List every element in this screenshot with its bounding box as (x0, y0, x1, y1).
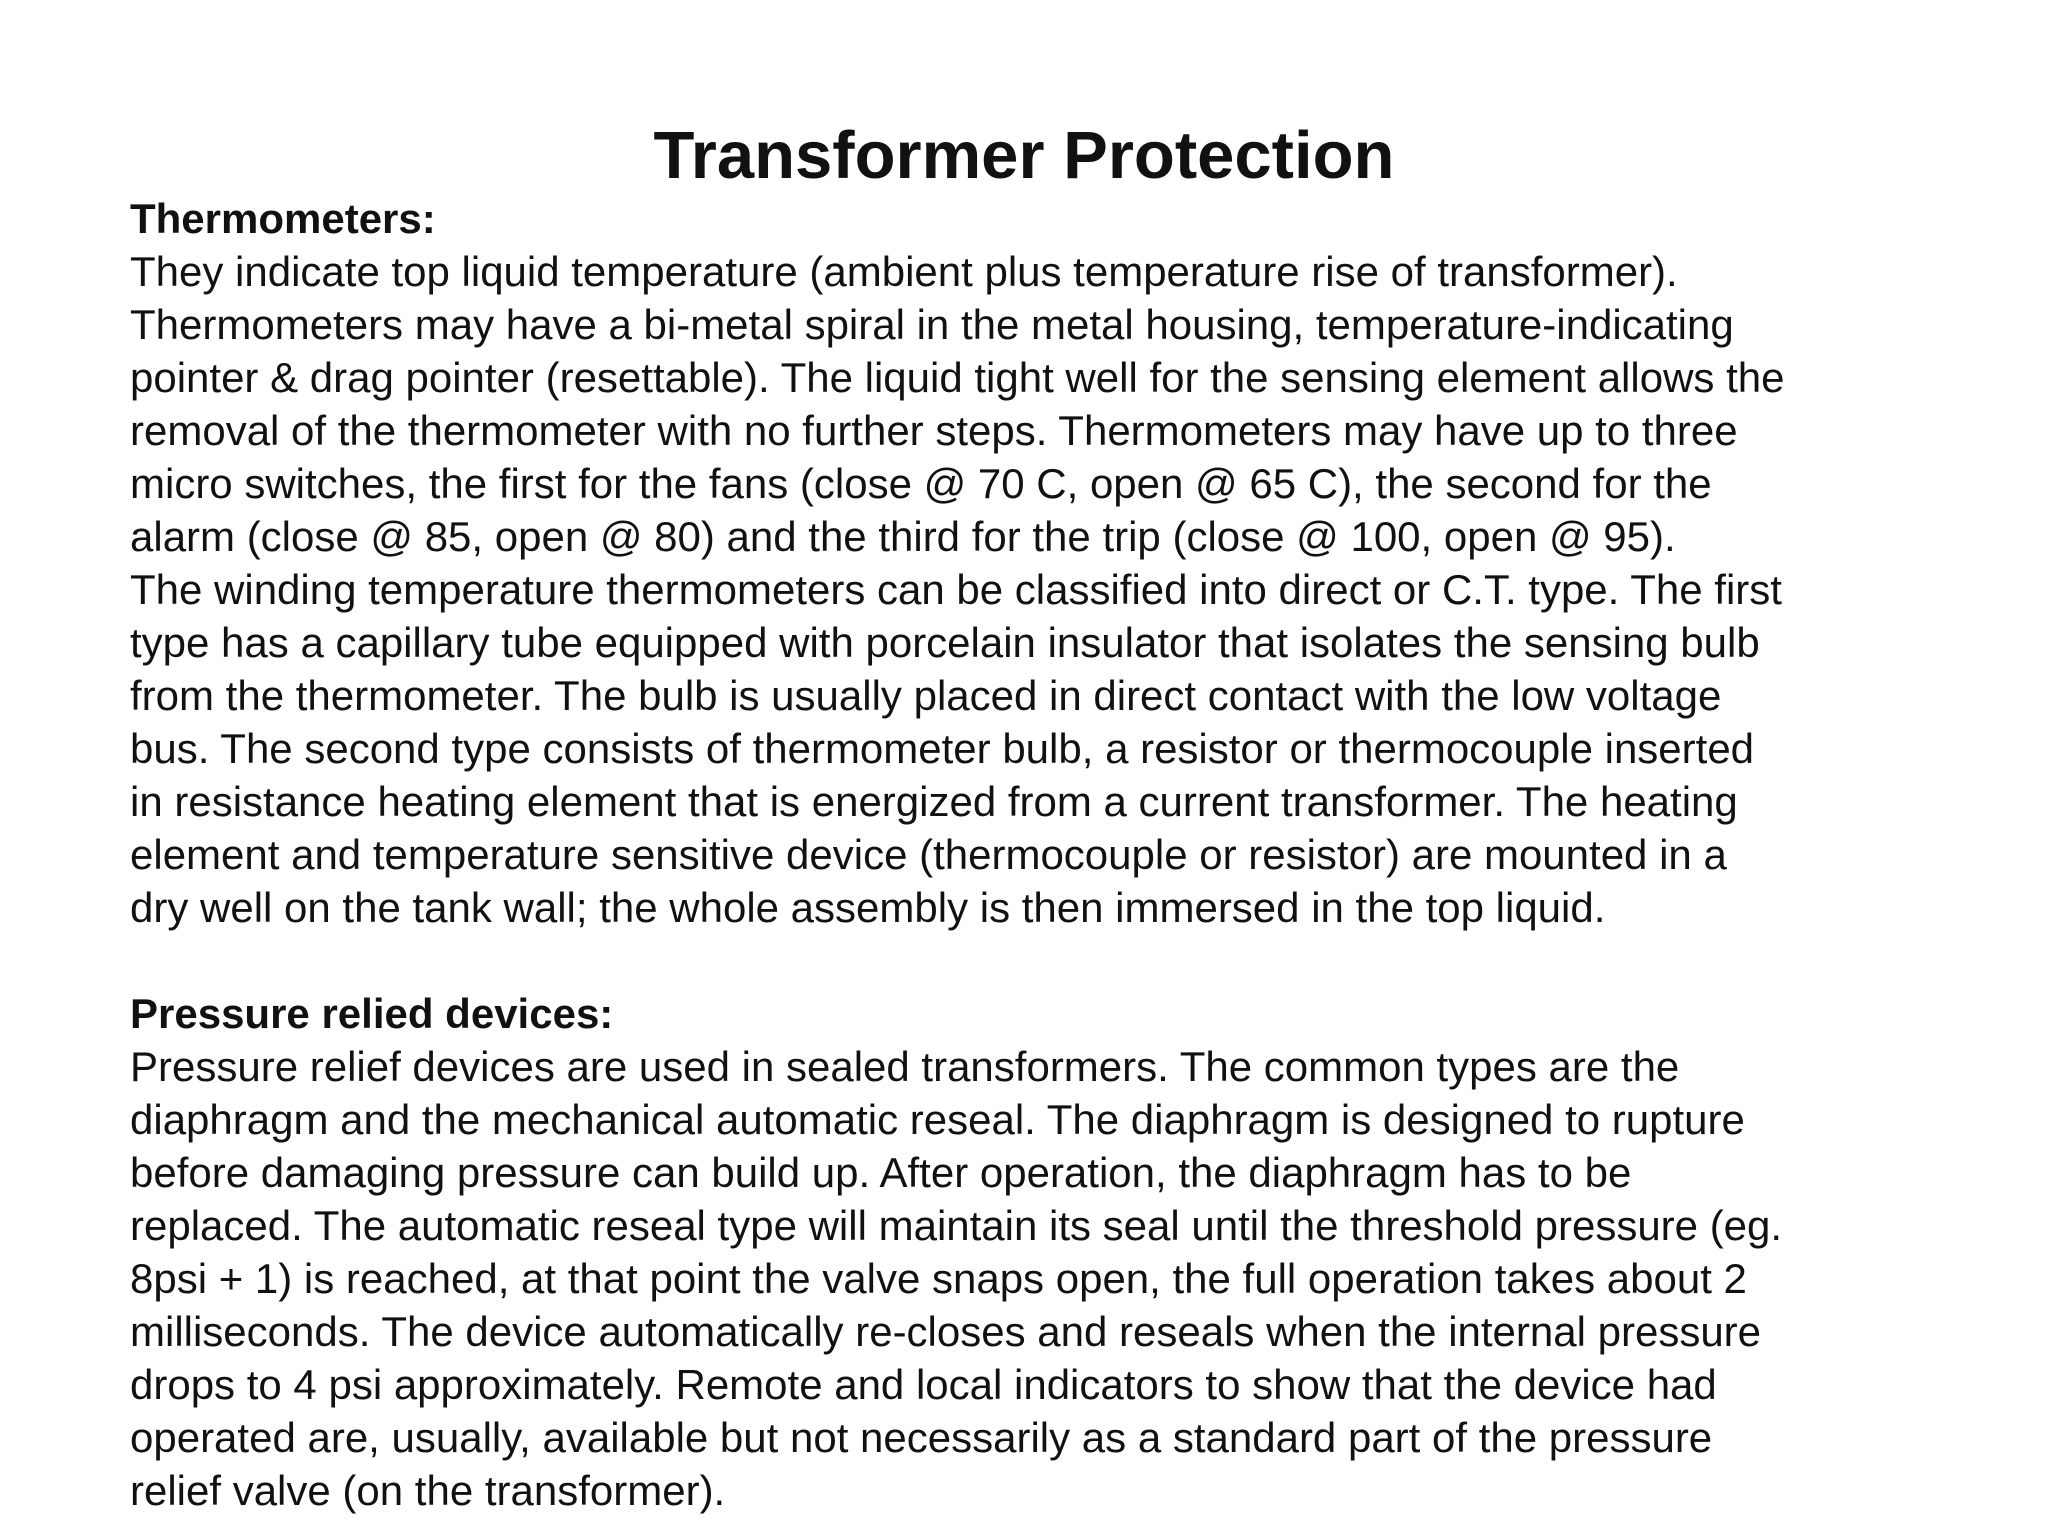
paragraph-line: in resistance heating element that is energized from a current transformer. The heating (130, 778, 1738, 825)
section-spacer (130, 934, 2010, 987)
paragraph-line: Pressure relief devices are used in sealed transformers. The common types are the (130, 1043, 1680, 1090)
paragraph-line: from the thermometer. The bulb is usually placed in direct contact with the low voltage (130, 672, 1722, 719)
paragraph-line: The winding temperature thermometers can be classified into direct or C.T. type. The first (130, 566, 1782, 613)
paragraph-line: type has a capillary tube equipped with porcelain insulator that isolates the sensing bulb (130, 619, 1760, 666)
paragraph-line: milliseconds. The device automatically re-closes and reseals when the internal pressure (130, 1308, 1762, 1355)
paragraph-line: dry well on the tank wall; the whole assembly is then immersed in the top liquid. (130, 884, 1606, 931)
paragraph-line: before damaging pressure can build up. After operation, the diaphragm has to be (130, 1149, 1632, 1196)
paragraph-line: operated are, usually, available but not necessarily as a standard part of the pressure (130, 1414, 1713, 1461)
paragraph-line: replaced. The automatic reseal type will maintain its seal until the threshold pressure (eg. (130, 1202, 1783, 1249)
paragraph-line: relief valve (on the transformer). (130, 1467, 726, 1514)
section-pressure-relief (130, 987, 2010, 1517)
paragraph-line: removal of the thermometer with no further steps. Thermometers may have up to three (130, 407, 1738, 454)
paragraph-line: micro switches, the first for the fans (close @ 70 C, open @ 65 C), the second for the (130, 460, 1712, 507)
paragraph-line: diaphragm and the mechanical automatic reseal. The diaphragm is designed to rupture (130, 1096, 1745, 1143)
section-heading: Pressure relied devices: (130, 990, 614, 1037)
paragraph-line: pointer & drag pointer (resettable). The liquid tight well for the sensing element allows the (130, 354, 1785, 401)
section-thermometers (130, 192, 2010, 934)
document-body (130, 192, 2010, 1517)
paragraph-line: alarm (close @ 85, open @ 80) and the third for the trip (close @ 100, open @ 95). (130, 513, 1676, 560)
page-title: Transformer Protection (653, 118, 1395, 193)
paragraph-line: They indicate top liquid temperature (ambient plus temperature rise of transformer). (130, 248, 1678, 295)
paragraph-line: Thermometers may have a bi-metal spiral in the metal housing, temperature-indicating (130, 301, 1734, 348)
paragraph-line: element and temperature sensitive device (thermocouple or resistor) are mounted in a (130, 831, 1727, 878)
paragraph-line: 8psi + 1) is reached, at that point the valve snaps open, the full operation takes about 2 (130, 1255, 1747, 1302)
paragraph-line: drops to 4 psi approximately. Remote and local indicators to show that the device had (130, 1361, 1717, 1408)
paragraph-line: bus. The second type consists of thermometer bulb, a resistor or thermocouple inserted (130, 725, 1755, 772)
section-heading: Thermometers: (130, 195, 436, 242)
